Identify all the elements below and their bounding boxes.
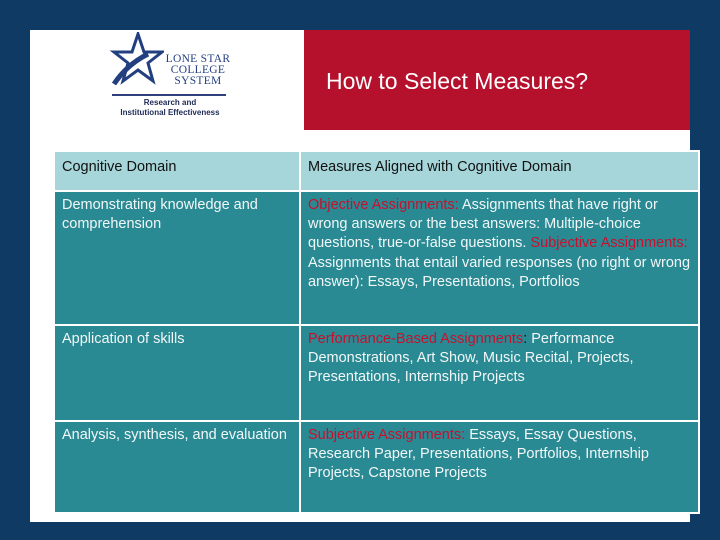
logo-divider [112, 94, 226, 96]
domain-cell: Demonstrating knowledge and comprehension [54, 191, 300, 325]
table-row [54, 421, 699, 513]
measure-text: Performance Demonstrations, Art Show, Music Recital, Projects, Presentations, Internship Projects [308, 331, 634, 386]
logo-name-line: COLLEGE [170, 64, 226, 76]
measure-label-suffix: : [523, 331, 528, 347]
logo-subtitle-line: Research and [143, 98, 197, 107]
domain-cell: Application of skills [54, 325, 300, 421]
logo-subtitle-line: Institutional Effectiveness [120, 108, 220, 117]
title-banner [304, 30, 690, 130]
measure-text: Essays, Essay Questions, Research Paper, Presentations, Portfolios, Internship Projects, Capstone Projects [308, 427, 649, 482]
table-row [54, 325, 699, 421]
measures-cell [300, 325, 699, 421]
logo-subtitle [100, 98, 240, 118]
measure-text: Assignments that have right or wrong answers or the best answers: Multiple-choice questions, true-or-false questions. [308, 197, 658, 252]
slide-title: How to Select Measures? [326, 68, 589, 94]
measure-label: Subjective Assignments: [308, 427, 466, 443]
star-icon [108, 32, 164, 88]
measures-table [53, 150, 700, 514]
logo-name-line: LONE STAR [165, 53, 231, 65]
measure-text: Assignments that entail varied responses (no right or wrong answer): Essays, Presentations, Portfolios [308, 254, 691, 290]
domain-cell: Analysis, synthesis, and evaluation [54, 421, 300, 513]
table-header-row [54, 151, 699, 191]
measure-label: Subjective Assignments: [530, 235, 688, 252]
logo-name-line: SYSTEM [174, 75, 222, 87]
measures-cell [300, 421, 699, 513]
logo-name [158, 54, 238, 87]
measure-label: Objective Assignments: [308, 197, 459, 213]
table-row [54, 191, 699, 325]
logo [30, 30, 294, 130]
measure-label: Performance-Based Assignments [308, 331, 524, 347]
header-measures: Measures Aligned with Cognitive Domain [300, 151, 699, 191]
slide [30, 30, 690, 522]
measures-cell [300, 191, 699, 325]
header-cognitive-domain: Cognitive Domain [54, 151, 300, 191]
